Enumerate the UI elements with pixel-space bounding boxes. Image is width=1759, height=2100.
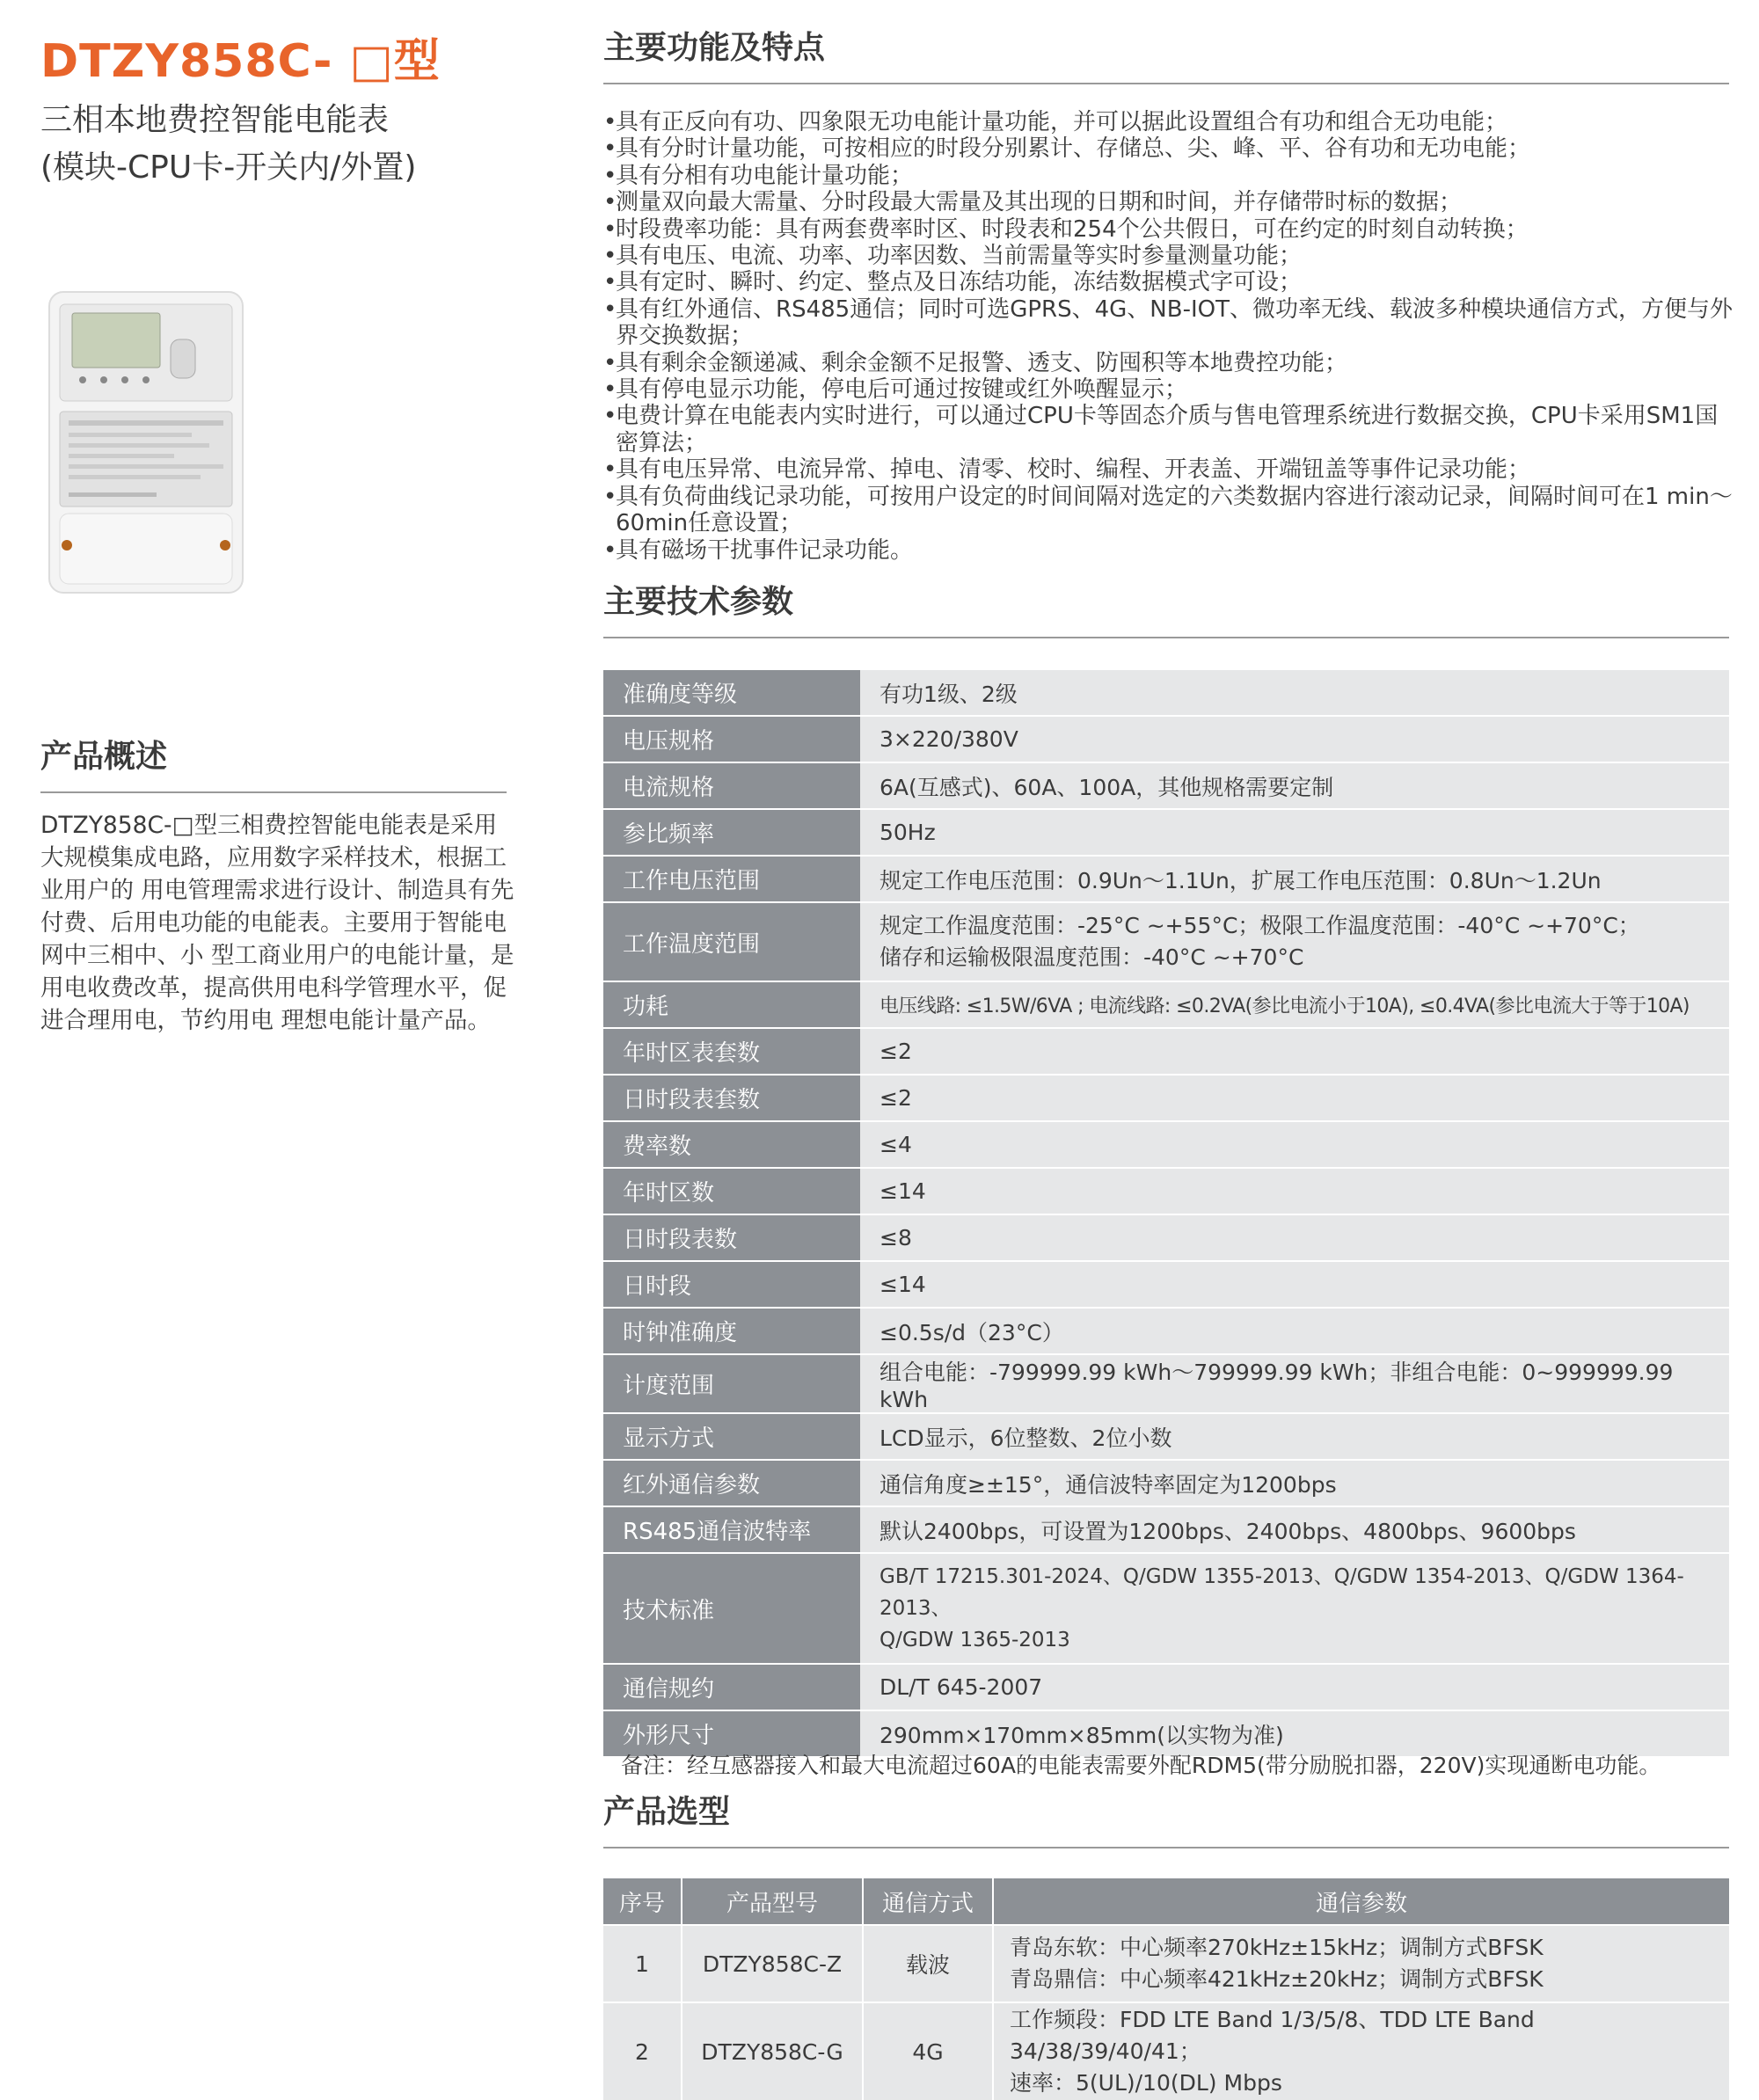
list-item: • 具有红外通信、RS485通信；同时可选GPRS、4G、NB-IOT、微功率无线、载波多种模块通信方式，方便与外界交换数据； (603, 296, 1738, 350)
table-row (603, 1925, 1729, 2002)
param-value: 6A(互感式)、60A、100A，其他规格需要定制 (860, 762, 1729, 809)
list-item: • 具有磁场干扰事件记录功能。 (603, 537, 1738, 564)
param-key: 准确度等级 (603, 670, 860, 716)
table-row (603, 1506, 1729, 1553)
product-subtitle-line1: 三相本地费控智能电能表 (40, 102, 390, 138)
param-line: 速率：5(UL)/10(DL) Mbps (1010, 2070, 1282, 2096)
param-value-line: Q/GDW 1365-2013 (880, 1629, 1070, 1652)
params-table (603, 670, 1729, 1758)
param-value: DL/T 645-2007 (860, 1664, 1729, 1710)
param-key: 工作温度范围 (603, 902, 860, 981)
param-key: 年时区表套数 (603, 1028, 860, 1075)
param-value-line: 储存和运输极限温度范围：-40°C ~+70°C (880, 944, 1304, 970)
model-title: DTZY858C- □型 (40, 35, 441, 88)
row-model: DTZY858C-Z (682, 1925, 863, 2002)
product-header (40, 26, 515, 192)
param-key: 功耗 (603, 981, 860, 1028)
param-value: LCD显示，6位整数、2位小数 (860, 1413, 1729, 1460)
param-value-line: 规定工作温度范围：-25°C ~+55°C；极限工作温度范围：-40°C ~+70°C； (880, 913, 1640, 938)
table-row (603, 1553, 1729, 1664)
param-key: 费率数 (603, 1121, 860, 1168)
row-number: 2 (603, 2002, 682, 2100)
overview-section (40, 735, 507, 793)
table-row (603, 1308, 1729, 1354)
param-value: 规定工作电压范围：0.9Un～1.1Un，扩展工作电压范围：0.8Un～1.2Un (860, 856, 1729, 902)
row-number: 1 (603, 1925, 682, 2002)
row-params (993, 2002, 1729, 2100)
list-item: • 测量双向最大需量、分时段最大需量及其出现的日期和时间，并存储带时标的数据； (603, 189, 1738, 215)
param-value: ≤4 (860, 1121, 1729, 1168)
features-section (603, 26, 1729, 84)
column-header: 通信参数 (993, 1878, 1729, 1925)
table-row (603, 1261, 1729, 1308)
param-key: 红外通信参数 (603, 1460, 860, 1506)
param-value: ≤8 (860, 1214, 1729, 1261)
table-row (603, 1413, 1729, 1460)
param-value (860, 902, 1729, 981)
table-row (603, 1214, 1729, 1261)
param-key: RS485通信波特率 (603, 1506, 860, 1553)
param-value: 3×220/380V (860, 716, 1729, 762)
table-row (603, 1028, 1729, 1075)
table-row (603, 1354, 1729, 1413)
param-value: 电压线路: ≤1.5W/6VA ; 电流线路: ≤0.2VA(参比电流小于10A), ≤0.4VA(参比电流大于等于10A) (860, 981, 1729, 1028)
param-key: 时钟准确度 (603, 1308, 860, 1354)
param-value: 通信角度≥±15°，通信波特率固定为1200bps (860, 1460, 1729, 1506)
param-value: 默认2400bps，可设置为1200bps、2400bps、4800bps、9600bps (860, 1506, 1729, 1553)
param-value: ≤2 (860, 1028, 1729, 1075)
row-comm: 4G (863, 2002, 993, 2100)
selection-table (603, 1878, 1729, 2100)
row-comm: 载波 (863, 1925, 993, 2002)
param-value: ≤2 (860, 1075, 1729, 1121)
list-item: • 具有分相有功电能计量功能； (603, 163, 1738, 189)
table-row (603, 670, 1729, 716)
param-value-line: GB/T 17215.301-2024、Q/GDW 1355-2013、Q/GDW 1354-2013、Q/GDW 1364-2013、 (880, 1565, 1684, 1620)
table-row (603, 762, 1729, 809)
table-row (603, 1460, 1729, 1506)
param-value: 50Hz (860, 809, 1729, 856)
overview-title: 产品概述 (40, 735, 507, 793)
column-header: 产品型号 (682, 1878, 863, 1925)
param-key: 技术标准 (603, 1553, 860, 1664)
param-value: ≤14 (860, 1168, 1729, 1214)
param-key: 通信规约 (603, 1664, 860, 1710)
param-key: 日时段 (603, 1261, 860, 1308)
table-row (603, 809, 1729, 856)
param-line: 青岛鼎信：中心频率421kHz±20kHz；调制方式BFSK (1010, 1966, 1544, 1992)
param-key: 外形尺寸 (603, 1710, 860, 1757)
param-key: 电压规格 (603, 716, 860, 762)
table-header-row (603, 1878, 1729, 1925)
list-item: • 时段费率功能：具有两套费率时区、时段表和254个公共假日，可在约定的时刻自动转换； (603, 216, 1738, 243)
list-item: • 具有定时、瞬时、约定、整点及日冻结功能，冻结数据模式字可设； (603, 269, 1738, 295)
params-section (603, 580, 1729, 638)
param-key: 参比频率 (603, 809, 860, 856)
param-key: 日时段表套数 (603, 1075, 860, 1121)
row-params (993, 1925, 1729, 2002)
table-row (603, 1168, 1729, 1214)
features-list (603, 109, 1738, 564)
param-key: 年时区数 (603, 1168, 860, 1214)
table-row (603, 2002, 1729, 2100)
product-subtitle-line2: (模块-CPU卡-开关内/外置) (40, 149, 417, 186)
table-row (603, 716, 1729, 762)
list-item: • 具有剩余金额递减、剩余金额不足报警、透支、防囤积等本地费控功能； (603, 350, 1738, 376)
param-line: 青岛东软：中心频率270kHz±15kHz；调制方式BFSK (1010, 1935, 1544, 1960)
overview-text: DTZY858C-□型三相费控智能电能表是采用大规模集成电路，应用数字采样技术，根据工业用户的 用电管理需求进行设计、制造具有先付费、后用电功能的电能表。主要用于智能电网中三相中、小 型工商业用户的电能计量，是用电收费改革，提高供用电科学管理水平，促进合理用电，节约用电 理想电能计量产品。 (40, 812, 515, 1034)
table-row (603, 981, 1729, 1028)
param-line: 工作频段：FDD LTE Band 1/3/5/8、TDD LTE Band 34/38/39/40/41； (1010, 2007, 1535, 2064)
column-header: 序号 (603, 1878, 682, 1925)
column-header: 通信方式 (863, 1878, 993, 1925)
param-value: 有功1级、2级 (860, 670, 1729, 716)
selection-title: 产品选型 (603, 1790, 1729, 1848)
list-item: • 具有电压、电流、功率、功率因数、当前需量等实时参量测量功能； (603, 243, 1738, 269)
param-key: 计度范围 (603, 1354, 860, 1413)
list-item: • 具有分时计量功能，可按相应的时段分别累计、存储总、尖、峰、平、谷有功和无功电能； (603, 135, 1738, 162)
table-row (603, 1075, 1729, 1121)
param-value (860, 1553, 1729, 1664)
list-item: • 具有正反向有功、四象限无功电能计量功能，并可以据此设置组合有功和组合无功电能； (603, 109, 1738, 135)
param-key: 电流规格 (603, 762, 860, 809)
param-value: ≤14 (860, 1261, 1729, 1308)
features-title: 主要功能及特点 (603, 26, 1729, 84)
selection-section (603, 1790, 1729, 1848)
table-row (603, 1121, 1729, 1168)
table-row (603, 856, 1729, 902)
param-value: 组合电能：-799999.99 kWh～799999.99 kWh；非组合电能：0~999999.99 kWh (860, 1354, 1729, 1413)
list-item: • 具有停电显示功能，停电后可通过按键或红外唤醒显示； (603, 376, 1738, 403)
param-value: ≤0.5s/d（23°C） (860, 1308, 1729, 1354)
list-item: • 具有负荷曲线记录功能，可按用户设定的时间间隔对选定的六类数据内容进行滚动记录，间隔时间可在1 min～60min任意设置； (603, 484, 1738, 537)
param-value: 290mm×170mm×85mm(以实物为准) (860, 1710, 1729, 1757)
list-item: • 电费计算在电能表内实时进行，可以通过CPU卡等固态介质与售电管理系统进行数据交换，CPU卡采用SM1国密算法； (603, 403, 1738, 456)
electric-meter-icon (40, 288, 252, 596)
table-row (603, 902, 1729, 981)
list-item: • 具有电压异常、电流异常、掉电、清零、校时、编程、开表盖、开端钮盖等事件记录功能； (603, 456, 1738, 483)
params-note: 备注：经互感器接入和最大电流超过60A的电能表需要外配RDM5(带分励脱扣器，220V)实现通断电功能。 (621, 1753, 1661, 1778)
row-model: DTZY858C-G (682, 2002, 863, 2100)
table-row (603, 1664, 1729, 1710)
param-key: 工作电压范围 (603, 856, 860, 902)
param-key: 显示方式 (603, 1413, 860, 1460)
params-title: 主要技术参数 (603, 580, 1729, 638)
param-key: 日时段表数 (603, 1214, 860, 1261)
